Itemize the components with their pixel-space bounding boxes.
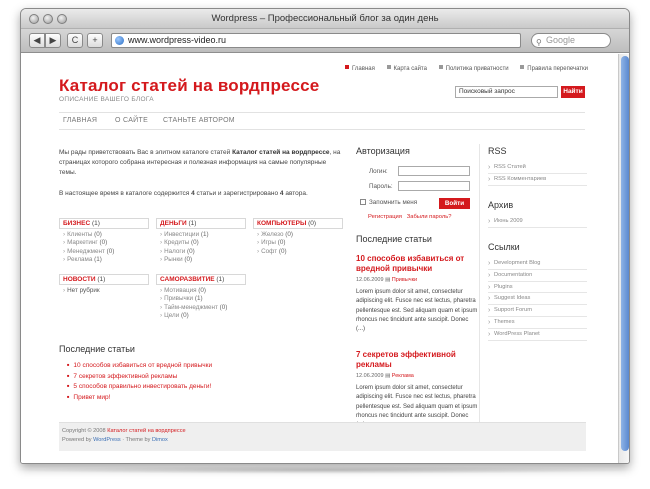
blogroll-link[interactable]: › Support Forum bbox=[488, 305, 587, 317]
middle-column bbox=[356, 144, 480, 434]
catalog-name: Каталог статей на вордпрессе bbox=[232, 149, 330, 156]
subcategory-item[interactable]: › Кредиты (0) bbox=[160, 239, 199, 247]
archive-list bbox=[488, 216, 587, 228]
site-footer bbox=[59, 422, 586, 451]
footer-site-link[interactable]: Каталог статей на вордпрессе bbox=[107, 428, 186, 434]
latest-posts-title: Последние статьи bbox=[356, 234, 432, 244]
top-link-reprint-rules[interactable]: Правила перепечатки bbox=[520, 66, 588, 72]
recent-article-link[interactable]: ■ 10 способов избавиться от вредной привычки bbox=[67, 360, 212, 371]
intro-text: Мы рады приветствовать Вас в элитном каталоге статей Каталог статей на вордпрессе, на страницах которого собрана интересная и полезная информация на самые популярные темы. bbox=[59, 149, 341, 176]
forward-button[interactable]: ▶ bbox=[45, 33, 61, 48]
category-self-development bbox=[156, 274, 246, 321]
subcategory-item[interactable]: › Мотивация (0) bbox=[160, 287, 206, 294]
folder-icon: ▤ bbox=[385, 373, 391, 379]
nav-about[interactable]: О САЙТЕ bbox=[115, 117, 149, 124]
address-text: www.wordpress-video.ru bbox=[128, 35, 227, 45]
links-list bbox=[488, 258, 587, 341]
recent-articles-title: Последние статьи bbox=[59, 344, 135, 354]
subcategory-item[interactable]: › Цели (0) bbox=[160, 312, 189, 320]
site-search-button[interactable]: Найти bbox=[561, 86, 585, 98]
remember-me-checkbox[interactable] bbox=[360, 199, 366, 205]
recent-articles-list bbox=[67, 360, 212, 402]
category-header[interactable]: САМОРАЗВИТИЕ (1) bbox=[156, 274, 246, 285]
subcategory-item[interactable]: › Железо (0) bbox=[257, 231, 293, 238]
footer-credits: Powered by WordPress · Theme by Dimox bbox=[62, 437, 168, 443]
site-title[interactable]: Каталог статей на вордпрессе bbox=[59, 76, 320, 95]
top-link-home[interactable]: Главная bbox=[345, 66, 375, 72]
nav-become-author[interactable]: СТАНЬТЕ АВТОРОМ bbox=[163, 117, 235, 124]
post-meta: 12.06.2009 ▤ Привычки bbox=[356, 277, 418, 283]
login-title: Авторизация bbox=[356, 146, 410, 156]
blogroll-link[interactable]: › WordPress Planet bbox=[488, 329, 587, 341]
rss-title: RSS bbox=[488, 146, 507, 156]
post-title-link[interactable]: 7 секретов эффективной рекламы bbox=[356, 350, 456, 369]
rss-link[interactable]: › RSS Комментариев bbox=[488, 174, 587, 186]
catalog-stats: В настоящее время в каталоге содержится 4 статьи и зарегистрировано 4 автора. bbox=[59, 190, 308, 197]
subcategory-item[interactable]: › Клиенты (0) bbox=[63, 231, 102, 238]
top-links bbox=[345, 65, 618, 72]
browser-search-input[interactable] bbox=[531, 33, 611, 48]
title-bar bbox=[21, 9, 629, 29]
post-excerpt: Lorem ipsum dolor sit amet, consectetur adipiscing elit. Fusce nec est lectus, pharetra pellentesque est. Sed aliquam quam et ipsum rhoncus nec tincidunt ante suscipit. Donec (...) bbox=[356, 289, 478, 333]
main-nav bbox=[59, 112, 585, 130]
post-excerpt: Lorem ipsum dolor sit amet, consectetur adipiscing elit. Fusce nec est lectus, pharetra pellentesque est. Sed aliquam quam et ipsum rhoncus nec tincidunt ante suscipit. Donec bbox=[356, 385, 478, 419]
blogroll-link[interactable]: › Plugins bbox=[488, 282, 587, 294]
address-bar[interactable] bbox=[111, 33, 521, 48]
back-button[interactable]: ◀ bbox=[29, 33, 45, 48]
forgot-password-link[interactable]: Забыли пароль? bbox=[406, 214, 452, 220]
login-input[interactable] bbox=[398, 166, 470, 176]
vertical-scrollbar[interactable] bbox=[618, 54, 630, 464]
subcategory-item[interactable]: › Налоги (0) bbox=[160, 247, 195, 255]
subcategory-item[interactable]: › Реклама (1) bbox=[63, 256, 102, 264]
category-header[interactable]: КОМПЬЮТЕРЫ (0) bbox=[253, 218, 343, 229]
square-bullet-icon bbox=[520, 65, 524, 69]
subcategory-item[interactable]: › Софт (0) bbox=[257, 247, 287, 255]
links-title: Ссылки bbox=[488, 242, 520, 252]
search-icon: ⚲ bbox=[536, 38, 542, 47]
globe-icon bbox=[115, 36, 124, 45]
subcategory-item[interactable]: › Рынки (0) bbox=[160, 256, 193, 264]
blogroll-link[interactable]: › Development Blog bbox=[488, 258, 587, 270]
blogroll-link[interactable]: › Documentation bbox=[488, 270, 587, 282]
rss-link[interactable]: › RSS Статей bbox=[488, 162, 587, 174]
category-header[interactable]: НОВОСТИ (1) bbox=[59, 274, 149, 285]
wordpress-link[interactable]: WordPress bbox=[93, 437, 121, 443]
register-link[interactable]: Регистрация bbox=[368, 214, 402, 220]
rss-list bbox=[488, 162, 587, 186]
nav-home[interactable]: ГЛАВНАЯ bbox=[63, 117, 98, 124]
square-bullet-icon bbox=[387, 65, 391, 69]
archive-link[interactable]: › Июнь 2009 bbox=[488, 216, 587, 228]
scrollbar-thumb[interactable] bbox=[621, 56, 629, 451]
no-subcategories-text: › Нет рубрик bbox=[63, 287, 100, 294]
square-bullet-icon bbox=[439, 65, 443, 69]
category-header[interactable]: ДЕНЬГИ (1) bbox=[156, 218, 246, 229]
browser-window bbox=[20, 8, 630, 464]
blogroll-link[interactable]: › Themes bbox=[488, 317, 587, 329]
folder-icon: ▤ bbox=[385, 277, 391, 283]
recent-article-link[interactable]: ■ Привет мир! bbox=[67, 392, 212, 403]
site-search-input[interactable]: Поисковый запрос bbox=[455, 86, 558, 98]
post-category-link[interactable]: Реклама bbox=[391, 373, 414, 379]
reload-button[interactable]: C bbox=[67, 33, 83, 48]
site-description: ОПИСАНИЕ ВАШЕГО БЛОГА bbox=[59, 96, 154, 103]
theme-author-link[interactable]: Dimox bbox=[151, 437, 168, 443]
subcategory-item[interactable]: › Маркетинг (0) bbox=[63, 239, 108, 247]
square-bullet-icon bbox=[345, 65, 349, 69]
category-news bbox=[59, 274, 149, 295]
subcategory-item[interactable]: › Менеджмент (0) bbox=[63, 247, 115, 255]
subcategory-item[interactable]: › Игры (0) bbox=[257, 239, 286, 247]
recent-article-link[interactable]: ■ 5 способов правильно инвестировать деньги! bbox=[67, 381, 212, 392]
login-links bbox=[368, 214, 452, 220]
browser-search-placeholder: Google bbox=[546, 35, 576, 45]
add-bookmark-button[interactable]: + bbox=[87, 33, 103, 48]
window-title: Wordpress – Профессиональный блог за один день bbox=[211, 13, 439, 24]
category-computers bbox=[253, 218, 343, 256]
password-input[interactable] bbox=[398, 181, 470, 191]
top-link-sitemap[interactable]: Карта сайта bbox=[387, 66, 427, 72]
category-money bbox=[156, 218, 246, 265]
recent-article-link[interactable]: ■ 7 секретов эффективной рекламы bbox=[67, 371, 212, 382]
category-header[interactable]: БИЗНЕС (1) bbox=[59, 218, 149, 229]
post-category-link[interactable]: Привычки bbox=[391, 277, 418, 283]
browser-toolbar bbox=[21, 29, 629, 53]
page-viewport bbox=[21, 54, 618, 464]
login-button[interactable]: Войти bbox=[439, 198, 470, 209]
footer-copyright: Copyright © 2008 Каталог статей на вордпрессе bbox=[62, 428, 186, 434]
category-business bbox=[59, 218, 149, 265]
login-label: Логин: bbox=[369, 168, 388, 175]
password-label: Пароль: bbox=[369, 183, 393, 190]
subcategory-item[interactable]: › Привычки (1) bbox=[160, 295, 203, 303]
post-meta: 12.06.2009 ▤ Реклама bbox=[356, 373, 414, 379]
subcategory-item[interactable]: › Тайм-менеджмент (0) bbox=[160, 303, 228, 311]
archive-title: Архив bbox=[488, 200, 514, 210]
blogroll-link[interactable]: › Suggest Ideas bbox=[488, 293, 587, 305]
subcategory-item[interactable]: › Инвестиции (1) bbox=[160, 231, 209, 238]
post-title-link[interactable]: 10 способов избавиться от вредной привычки bbox=[356, 254, 465, 273]
top-link-privacy[interactable]: Политика приватности bbox=[439, 66, 509, 72]
remember-me-label: Запомнить меня bbox=[369, 199, 418, 206]
window-shadow bbox=[5, 466, 645, 474]
